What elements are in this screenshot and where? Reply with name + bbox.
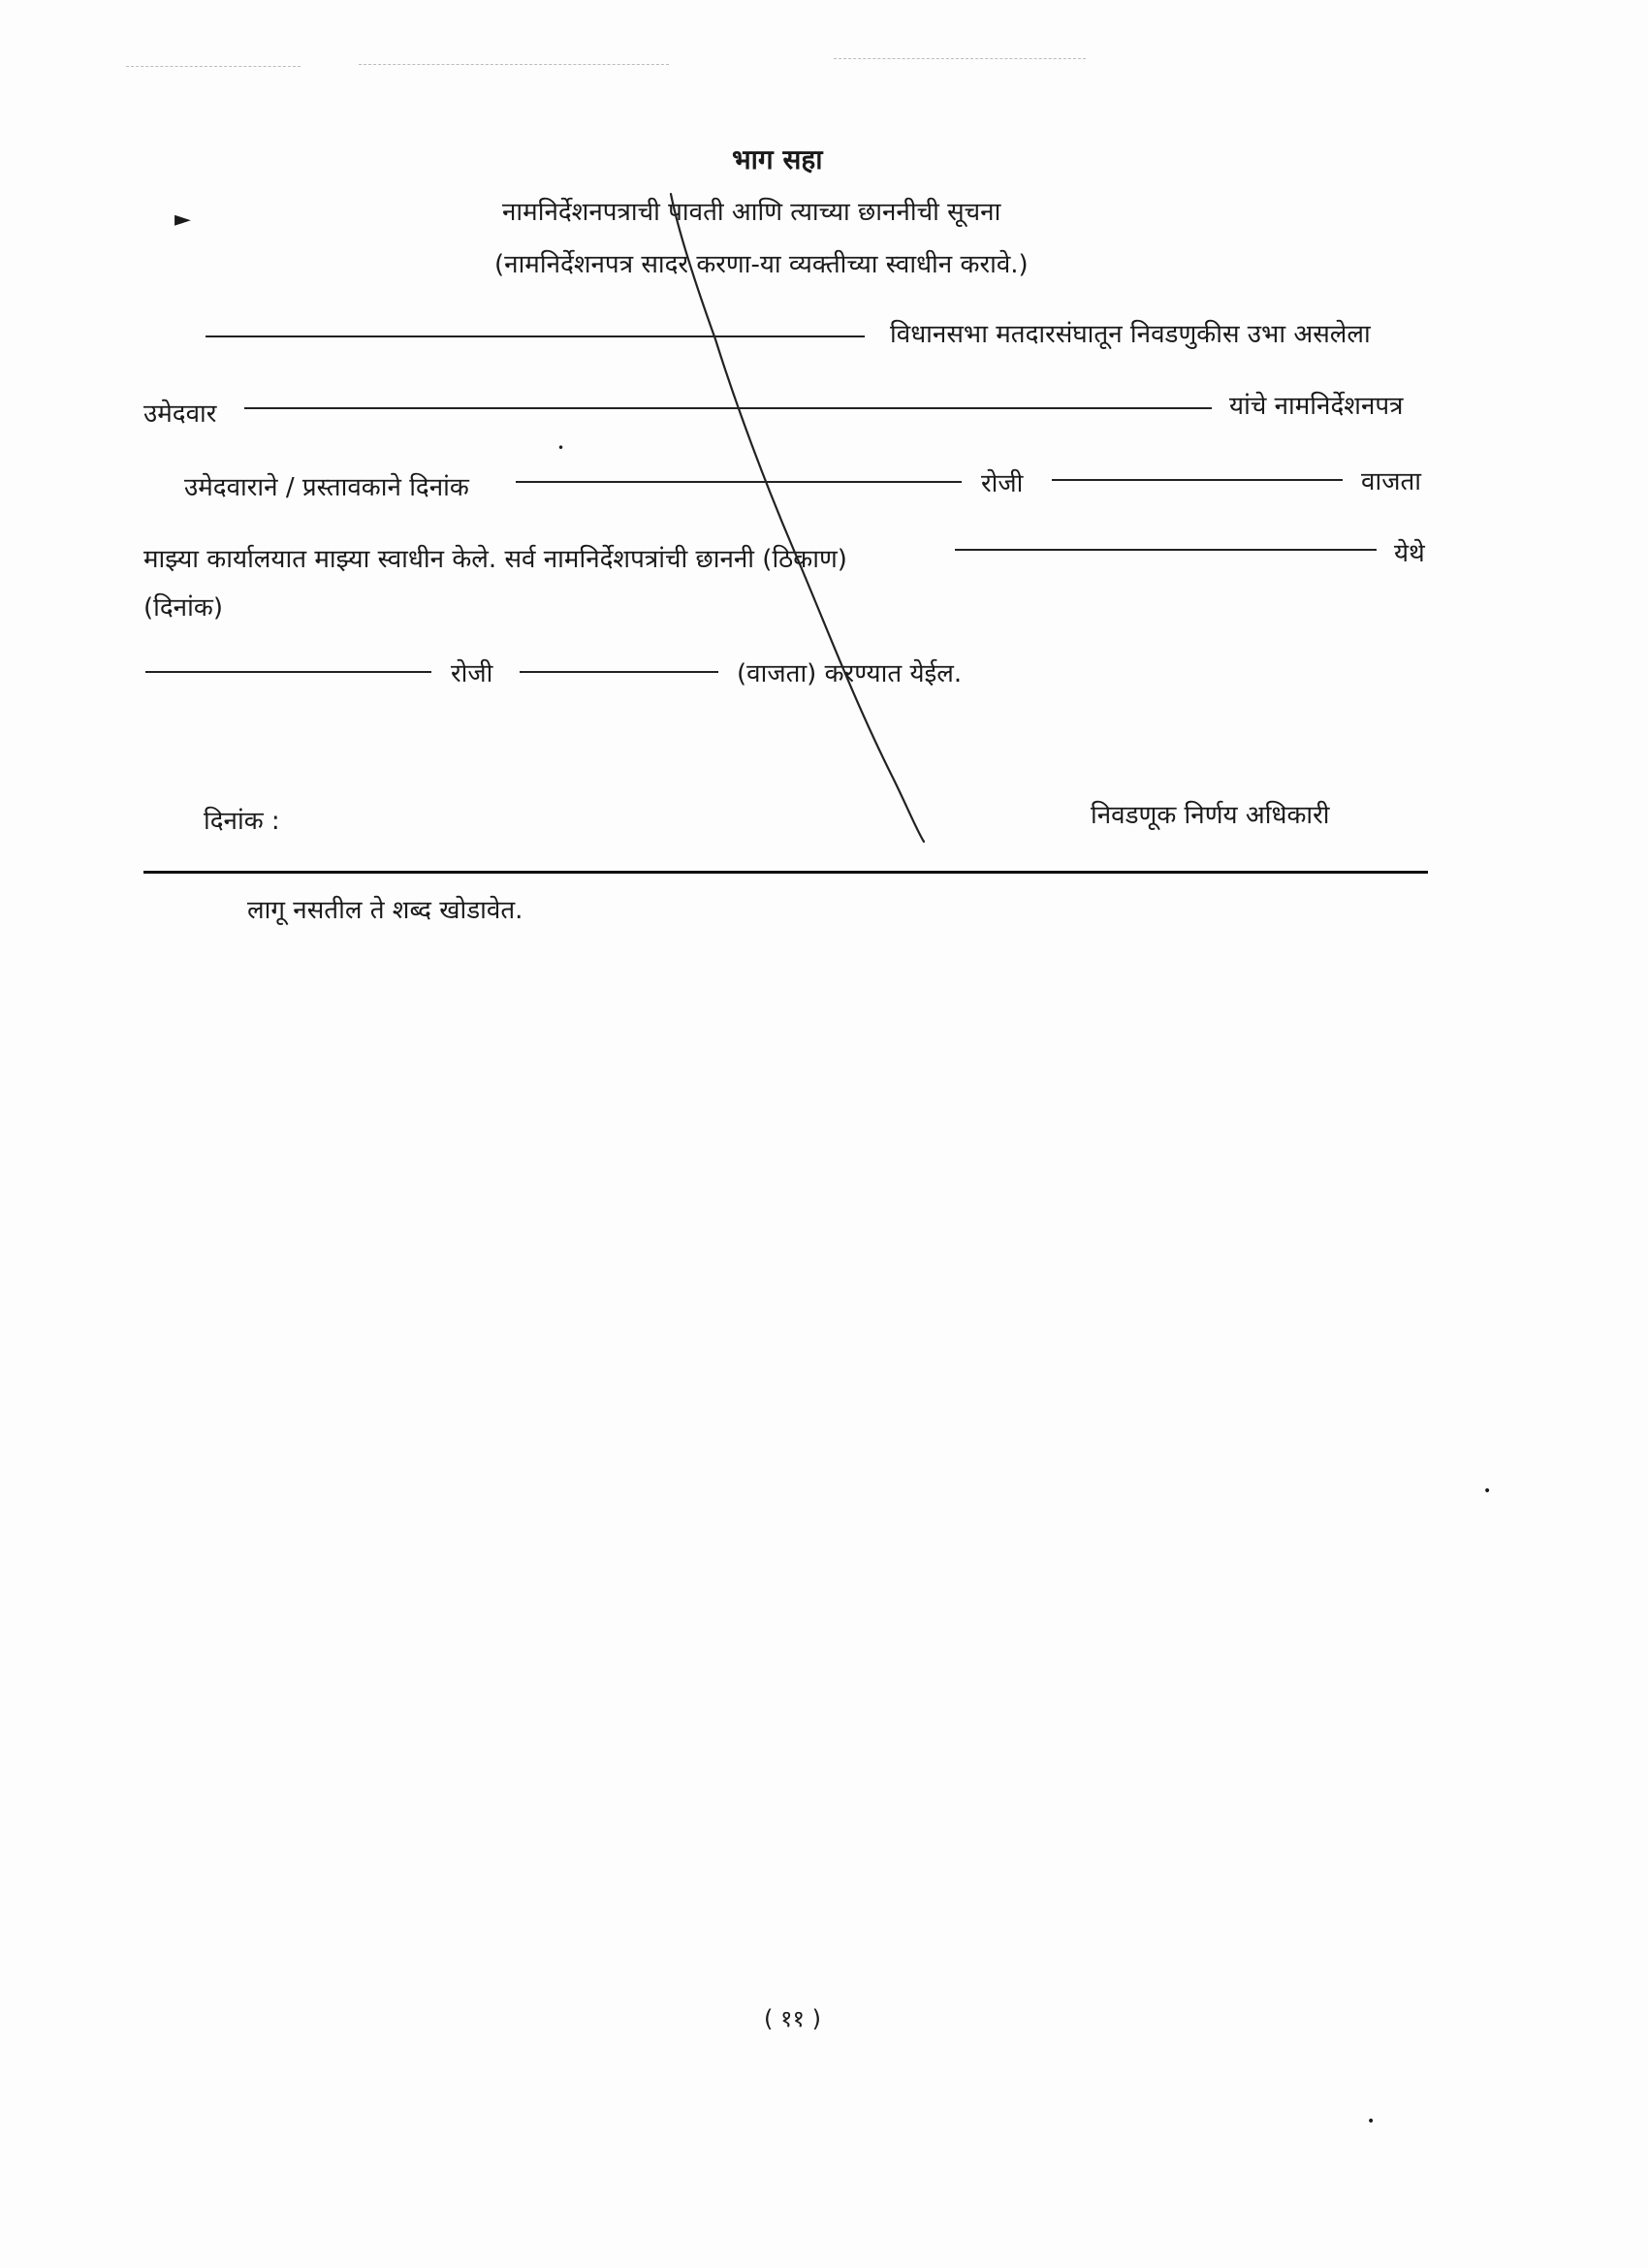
officer-label: निवडणूक निर्णय अधिकारी: [1091, 801, 1330, 830]
line6-roji: रोजी: [451, 659, 493, 688]
page-number: ( ११ ): [764, 2005, 821, 2032]
line4-yethe: येथे: [1394, 539, 1425, 568]
candidate-label: उमेदवार: [143, 399, 217, 429]
footnote: लागू नसतील ते शब्द खोडावेत.: [247, 896, 523, 925]
line2-text: यांचे नामनिर्देशनपत्र: [1229, 392, 1404, 421]
line3-label: उमेदवाराने / प्रस्तावकाने दिनांक: [184, 473, 469, 502]
line3-roji: रोजी: [981, 469, 1024, 498]
scan-speck: •: [1367, 2114, 1376, 2129]
line4-text: माझ्या कार्यालयात माझ्या स्वाधीन केले. सर्व नामनिर्देशपत्रांची छाननी (ठिकाण): [143, 545, 847, 574]
line3-vajata: वाजता: [1361, 467, 1422, 496]
arrow-marker-icon: ►: [174, 208, 191, 232]
scan-speck: •: [1483, 1484, 1492, 1499]
form-subheading: (नामनिर्देशनपत्र सादर करणा-या व्यक्तीच्या स्वाधीन करावे.): [494, 250, 1029, 279]
line1-text: विधानसभा मतदारसंघातून निवडणुकीस उभा असलेला: [890, 320, 1371, 349]
line5-dinank: (दिनांक): [143, 593, 223, 623]
date-label: दिनांक :: [204, 807, 280, 836]
part-title: भाग सहा: [732, 144, 823, 176]
form-heading: नामनिर्देशनपत्राची पावती आणि त्याच्या छाननीची सूचना: [502, 198, 1001, 227]
line6-text: (वाजता) करण्यात येईल.: [737, 659, 963, 688]
scan-speck: •: [557, 441, 565, 455]
